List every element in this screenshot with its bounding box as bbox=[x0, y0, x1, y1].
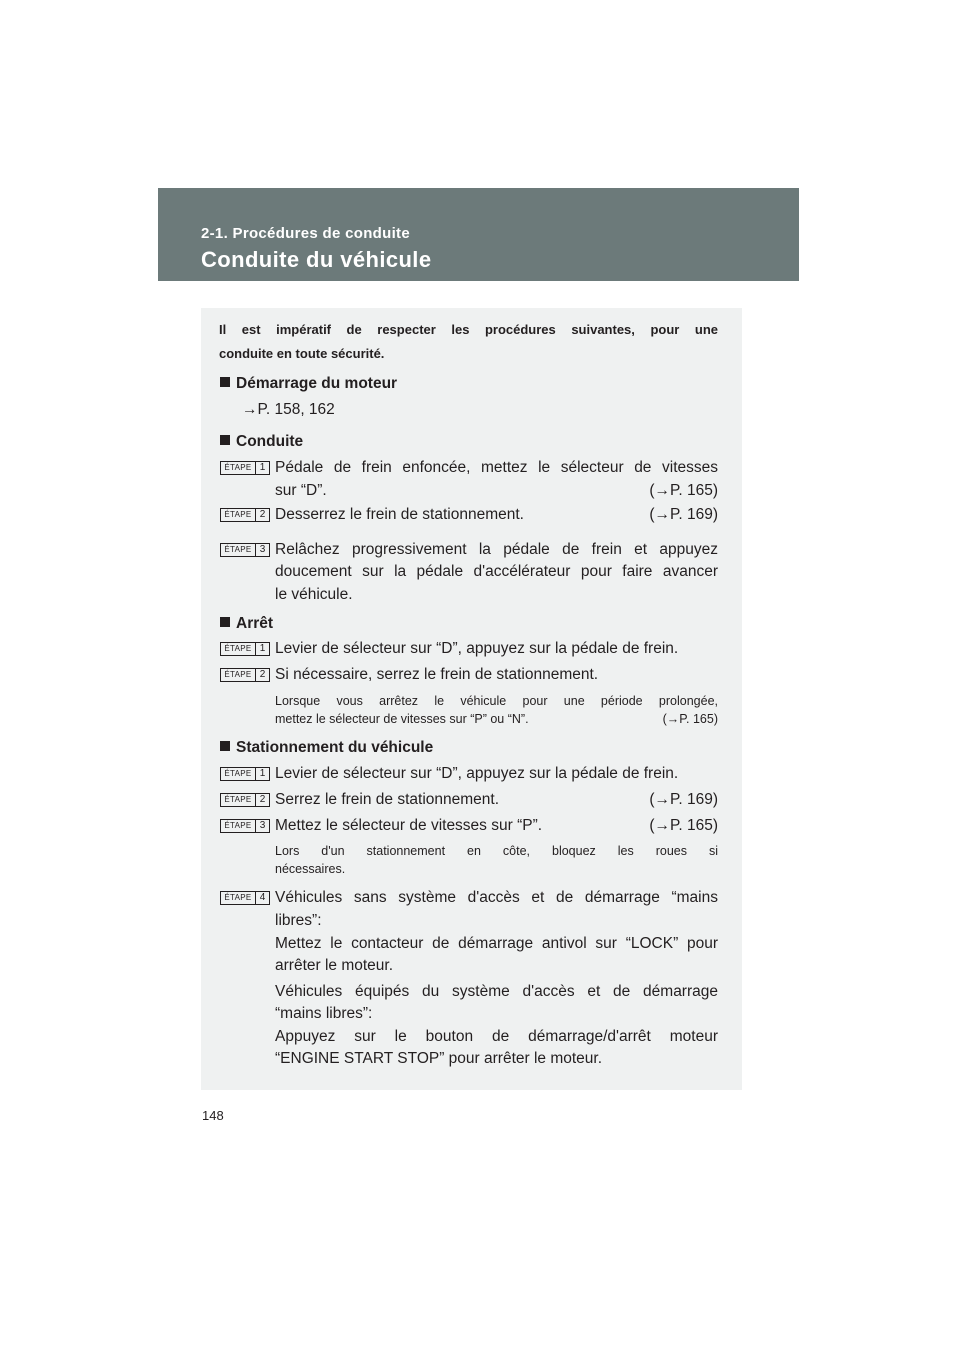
step-text: “ENGINE START STOP” pour arrêter le moteur. bbox=[275, 1050, 603, 1067]
step-text: Desserrez le frein de stationnement. (→P. 169) bbox=[275, 506, 718, 523]
step-badge: ÉTAPE 1 bbox=[220, 642, 270, 656]
step-text: Appuyez sur le bouton de démarrage/d'arrêt moteur bbox=[275, 1028, 718, 1045]
step-text: libres”: bbox=[275, 912, 322, 929]
step-text: “mains libres”: bbox=[275, 1005, 373, 1022]
square-bullet-icon bbox=[220, 377, 230, 387]
section-label: 2-1. Procédures de conduite bbox=[201, 225, 410, 242]
heading-stopping: Arrêt bbox=[220, 615, 273, 633]
chapter-header bbox=[158, 188, 799, 281]
page-ref: (→P. 169) bbox=[649, 506, 718, 523]
page-title: Conduite du véhicule bbox=[201, 247, 432, 272]
note-text: Lors d'un stationnement en côte, bloquez les roues si bbox=[275, 844, 718, 858]
heading-start: Démarrage du moteur bbox=[220, 375, 397, 393]
step-badge: ÉTAPE 3 bbox=[220, 819, 270, 833]
step-text: Relâchez progressivement la pédale de frein et appuyez bbox=[275, 541, 718, 558]
step-text: le véhicule. bbox=[275, 586, 353, 603]
step-text: sur “D”. (→P. 165) bbox=[275, 482, 718, 499]
step-text: Mettez le sélecteur de vitesses sur “P”. (→P. 165) bbox=[275, 817, 718, 834]
step-text: Levier de sélecteur sur “D”, appuyez sur la pédale de frein. bbox=[275, 640, 679, 657]
start-ref: →P. 158, 162 bbox=[242, 401, 335, 418]
step-text: Levier de sélecteur sur “D”, appuyez sur la pédale de frein. bbox=[275, 765, 679, 782]
page-ref: (→P. 165) bbox=[649, 482, 718, 499]
page-ref: (→P. 169) bbox=[649, 791, 718, 808]
intro-line-1: Il est impératif de respecter les procédures suivantes, pour une bbox=[219, 322, 718, 337]
intro-line-2: conduite en toute sécurité. bbox=[219, 346, 385, 361]
step-text: arrêter le moteur. bbox=[275, 957, 394, 974]
note-text: Lorsque vous arrêtez le véhicule pour une période prolongée, bbox=[275, 694, 718, 708]
step-text: doucement sur la pédale d'accélérateur pour faire avancer bbox=[275, 563, 718, 580]
step-badge: ÉTAPE 4 bbox=[220, 891, 270, 905]
step-badge: ÉTAPE 2 bbox=[220, 793, 270, 807]
page-number: 148 bbox=[202, 1108, 224, 1123]
square-bullet-icon bbox=[220, 741, 230, 751]
step-badge: ÉTAPE 2 bbox=[220, 668, 270, 682]
heading-parking: Stationnement du véhicule bbox=[220, 739, 433, 757]
step-text: Pédale de frein enfoncée, mettez le sélecteur de vitesses bbox=[275, 459, 718, 476]
step-text: Serrez le frein de stationnement. (→P. 169) bbox=[275, 791, 718, 808]
step-text: Véhicules sans système d'accès et de démarrage “mains bbox=[275, 889, 718, 906]
step-badge: ÉTAPE 2 bbox=[220, 508, 270, 522]
square-bullet-icon bbox=[220, 617, 230, 627]
step-badge: ÉTAPE 3 bbox=[220, 543, 270, 557]
step-badge: ÉTAPE 1 bbox=[220, 461, 270, 475]
step-text: Mettez le contacteur de démarrage antivol sur “LOCK” pour bbox=[275, 935, 718, 952]
heading-driving: Conduite bbox=[220, 433, 303, 451]
page-ref: (→P. 165) bbox=[649, 817, 718, 834]
step-badge: ÉTAPE 1 bbox=[220, 767, 270, 781]
step-text: Véhicules équipés du système d'accès et de démarrage bbox=[275, 983, 718, 1000]
note-text: nécessaires. bbox=[275, 862, 346, 876]
note-text: mettez le sélecteur de vitesses sur “P” ou “N”. (→P. 165) bbox=[275, 712, 718, 726]
page-ref: (→P. 165) bbox=[662, 712, 718, 726]
step-text: Si nécessaire, serrez le frein de stationnement. bbox=[275, 666, 599, 683]
square-bullet-icon bbox=[220, 435, 230, 445]
